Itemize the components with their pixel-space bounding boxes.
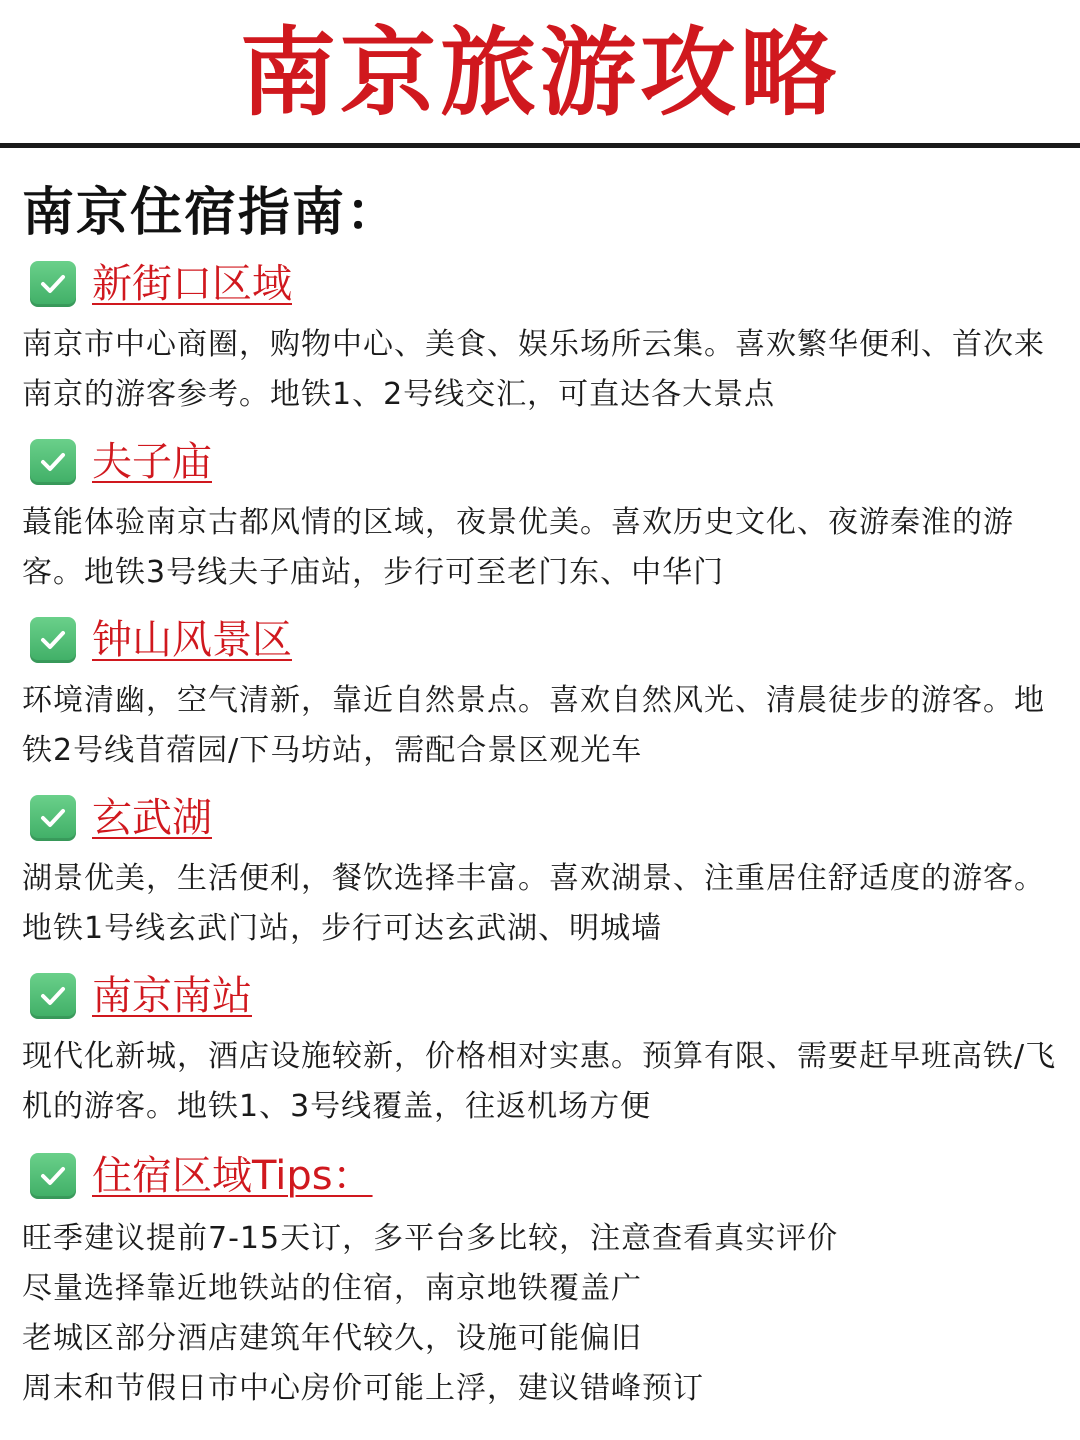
area-description: 湖景优美，生活便利，餐饮选择丰富。喜欢湖景、注重居住舒适度的游客。地铁1号线玄武门站，步行可达玄武湖、明城墙 [22, 861, 1045, 946]
check-box-icon [30, 617, 76, 663]
area-description: 南京市中心商圈，购物中心、美食、娱乐场所云集。喜欢繁华便利、首次来南京的游客参考。地铁1、2号线交汇，可直达各大景点 [22, 327, 1045, 412]
area-header [30, 614, 292, 666]
check-box-icon [30, 795, 76, 841]
area-name-link[interactable]: 新街口区域 [92, 261, 292, 307]
tips-heading-link[interactable]: 住宿区域Tips： [92, 1153, 373, 1199]
area-header [30, 792, 212, 844]
tip-line: 旺季建议提前7-15天订，多平台多比较，注意查看真实评价 [22, 1221, 839, 1256]
area-header [30, 970, 252, 1022]
area-description: 环境清幽，空气清新，靠近自然景点。喜欢自然风光、清晨徒步的游客。地铁2号线苜蓿园/下马坊站，需配合景区观光车 [22, 683, 1045, 768]
tip-line: 周末和节假日市中心房价可能上浮，建议错峰预订 [22, 1371, 704, 1406]
check-box-icon [30, 973, 76, 1019]
area-header [30, 258, 292, 310]
check-box-icon [30, 261, 76, 307]
title-divider [0, 143, 1080, 148]
area-description: 现代化新城，酒店设施较新，价格相对实惠。预算有限、需要赶早班高铁/飞机的游客。地铁1、3号线覆盖，往返机场方便 [22, 1039, 1057, 1124]
area-name-link[interactable]: 南京南站 [92, 973, 252, 1019]
area-name-link[interactable]: 钟山风景区 [92, 617, 292, 663]
tips-header [30, 1150, 373, 1202]
tip-line: 尽量选择靠近地铁站的住宿，南京地铁覆盖广 [22, 1271, 642, 1306]
check-box-icon [30, 439, 76, 485]
area-name-link[interactable]: 夫子庙 [92, 439, 212, 485]
area-header [30, 436, 212, 488]
page-title: 南京旅游攻略 [240, 17, 840, 129]
tip-line: 老城区部分酒店建筑年代较久，设施可能偏旧 [22, 1321, 642, 1356]
section-heading: 南京住宿指南： [22, 183, 401, 243]
check-box-icon [30, 1153, 76, 1199]
area-description: 蕞能体验南京古都风情的区域，夜景优美。喜欢历史文化、夜游秦淮的游客。地铁3号线夫子庙站，步行可至老门东、中华门 [22, 505, 1014, 590]
area-name-link[interactable]: 玄武湖 [92, 795, 212, 841]
